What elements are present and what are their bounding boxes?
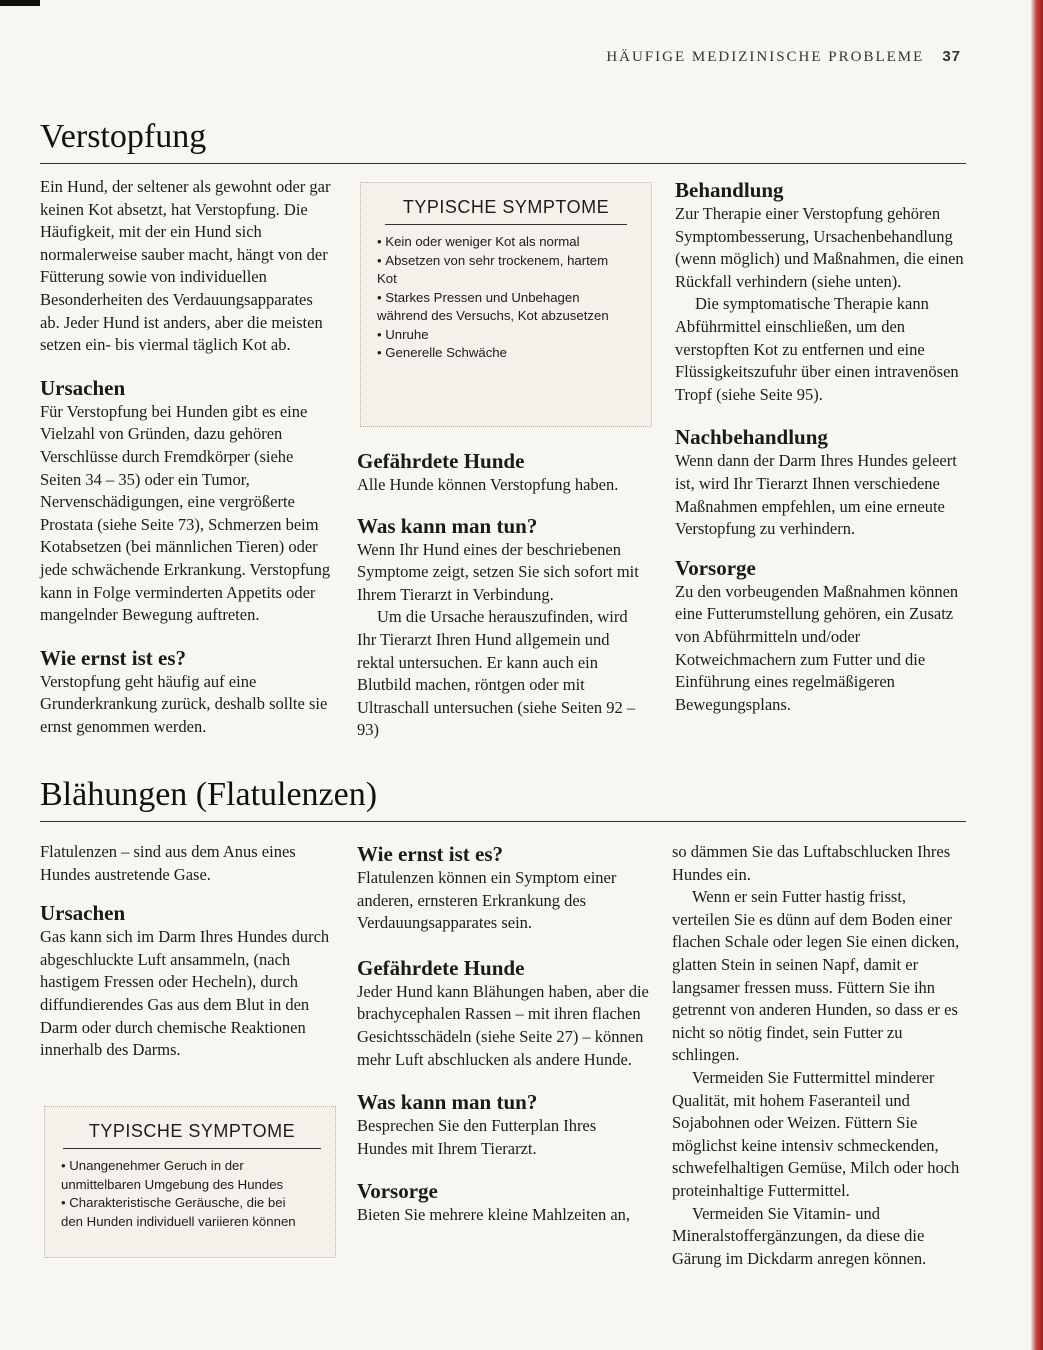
s2-column-1 <box>40 841 332 1076</box>
s2-column-3 <box>672 841 966 1270</box>
s1-symptom-box-title: TYPISCHE SYMPTOME <box>385 183 627 225</box>
s2-col3-text-3: Vermeiden Sie Futtermittel minderer Qualität, mit hohem Faseranteil und Sojabohnen oder Weizen. Füttern Sie möglichst keine intensiv schmeckenden, schwefelhaltigen Gemüse, Milch oder hoch proteinhaltige Futtermittel. <box>672 1067 960 1200</box>
s1-gefaehrdet-text: Alle Hunde können Verstopfung haben. <box>357 475 619 494</box>
s1-behandlung-text-1: Zur Therapie einer Verstopfung gehören Symptombesserung, Ursachenbehandlung (wenn möglich) und Maßnahmen, die einen Rückfall verhindern (siehe unten). <box>675 204 964 291</box>
list-item: • Kein oder weniger Kot als normal <box>377 233 631 252</box>
section-rule <box>40 821 966 822</box>
s1-behandlung-heading: Behandlung <box>675 178 784 202</box>
list-item: • Starkes Pressen und Unbehagen während des Versuchs, Kot abzusetzen <box>377 289 631 326</box>
s1-column-1 <box>40 176 332 752</box>
s1-tun-text-2: Um die Ursache herauszufinden, wird Ihr Tierarzt Ihren Hund allgemein und rektal untersuchen. Er kann auch ein Blutbild machen, röntgen oder mit Ultraschall untersuchen (siehe Seiten 92 – 93) <box>357 607 636 740</box>
list-item: • Unangenehmer Geruch in der unmittelbaren Umgebung des Hundes <box>61 1157 311 1194</box>
s1-symptom-box <box>360 182 652 427</box>
s1-tun-text-1: Wenn Ihr Hund eines der beschriebenen Symptome zeigt, setzen Sie sich sofort mit Ihrem Tierarzt in Verbindung. <box>357 539 639 604</box>
s2-col3-text-2: Wenn er sein Futter hastig frisst, verteilen Sie es dünn auf dem Boden einer flachen Schale oder legen Sie einen dicken, glatten Stein in seinen Napf, damit er langsamer fressen muss. Füttern Sie ihn getrennt von anderen Hunden, so dass er es nicht so nötig findet, sein Futter zu schlingen. <box>672 887 960 1065</box>
s2-ernst-heading: Wie ernst ist es? <box>357 842 504 866</box>
page-edge <box>1031 0 1043 1350</box>
s2-symptom-list <box>61 1149 311 1231</box>
s2-tun-heading: Was kann man tun? <box>357 1090 538 1115</box>
s1-tun-heading: Was kann man tun? <box>357 513 538 538</box>
s1-intro: Ein Hund, der seltener als gewohnt oder gar keinen Kot absetzt, hat Verstopfung. Die Häufigkeit, mit der ein Hund sich normalerweise sauber macht, hängt von der Fütterung sowie von individuellen Besonderheiten des Verdauungsapparates ab. Jeder Hund ist anders, aber die meisten setzen ein- bis viermal täglich Kot ab. <box>40 177 331 355</box>
running-head <box>606 48 961 66</box>
list-item: • Charakteristische Geräusche, die bei den Hunden individuell variieren können <box>61 1194 311 1231</box>
section-rule <box>40 163 966 164</box>
s1-symptom-list <box>377 225 631 363</box>
s2-column-2 <box>357 841 649 1241</box>
list-item: • Generelle Schwäche <box>377 344 631 363</box>
section-title-blaehungen: Blähungen (Flatulenzen) <box>40 776 378 813</box>
s2-intro: Flatulenzen – sind aus dem Anus eines Hundes austretende Gase. <box>40 842 296 884</box>
s2-col3-text-1: so dämmen Sie das Luftabschlucken Ihres Hundes ein. <box>672 842 951 884</box>
s1-column-2 <box>357 448 649 756</box>
s1-ursachen-text: Für Verstopfung bei Hunden gibt es eine Vielzahl von Gründen, dazu gehören Verschlüsse durch Fremdkörper (siehe Seiten 34 – 35) oder ein Tumor, Nervenschädigungen, eine vergrößerte Prostata (siehe Seite 73), Schmerzen beim Kotabsetzen (bei männlichen Tieren) oder jede schwächende Erkrankung. Verstopfung kann in Folge verminderten Appetits oder mangelnder Bewegung auftreten. <box>40 401 331 625</box>
s1-nach-heading: Nachbehandlung <box>675 425 828 450</box>
s1-vorsorge-text: Zu den vorbeugenden Maßnahmen können eine Futterumstellung gehören, ein Zusatz von Abführmitteln und/oder Kotweichmachern zum Futter und die Einführung eines regelmäßigeren Bewegungsplans. <box>675 581 959 714</box>
s1-ursachen-heading: Ursachen <box>40 375 126 400</box>
section-title-verstopfung: Verstopfung <box>40 118 207 155</box>
list-item: • Unruhe <box>377 326 631 345</box>
s1-ernst-heading: Wie ernst ist es? <box>40 645 187 670</box>
s2-ursachen-heading: Ursachen <box>40 901 126 926</box>
s2-gefaehrdet-heading: Gefährdete Hunde <box>357 955 525 980</box>
s1-behandlung-text-2: Die symptomatische Therapie kann Abführmittel einschließen, um den verstopften Kot zu entfernen und eine Flüssigkeitszufuhr über einen intravenösen Tropf (siehe Seite 95). <box>675 294 959 404</box>
s2-gefaehrdet-text: Jeder Hund kann Blähungen haben, aber die brachycephalen Rassen – mit ihren flachen Gesichtsschädeln (siehe Seite 27) – können mehr Luft abschlucken als andere Hunde. <box>357 981 649 1069</box>
s1-vorsorge-heading: Vorsorge <box>675 555 756 580</box>
s2-vorsorge-text: Bieten Sie mehrere kleine Mahlzeiten an, <box>357 1205 631 1225</box>
s2-vorsorge-heading: Vorsorge <box>357 1179 438 1204</box>
s2-ernst-text: Flatulenzen können ein Symptom einer anderen, ernsteren Erkrankung des Verdauungsapparates sein. <box>357 868 617 933</box>
s2-symptom-box-title: TYPISCHE SYMPTOME <box>63 1107 321 1149</box>
page-corner-mark <box>0 0 40 6</box>
running-title: HÄUFIGE MEDIZINISCHE PROBLEME <box>606 49 925 65</box>
s1-column-3 <box>675 177 965 730</box>
s1-ernst-text: Verstopfung geht häufig auf eine Grunderkrankung zurück, deshalb sollte sie ernst genommen werden. <box>40 671 328 736</box>
page-number: 37 <box>942 48 961 65</box>
s2-ursachen-text: Gas kann sich im Darm Ihres Hundes durch abgeschluckte Luft ansammeln, (nach hastigem Fressen oder Hecheln), durch diffundierendes Gas aus dem Blut in den Darm oder durch chemische Reaktionen innerhalb des Darms. <box>40 927 330 1060</box>
s1-nach-text: Wenn dann der Darm Ihres Hundes geleert ist, wird Ihr Tierarzt Ihnen verschiedene Maßnahmen empfehlen, um eine erneute Verstopfung zu verhindern. <box>675 451 957 539</box>
s2-symptom-box <box>44 1106 336 1258</box>
s1-gefaehrdet-heading: Gefährdete Hunde <box>357 449 525 473</box>
list-item: • Absetzen von sehr trockenem, hartem Kot <box>377 252 631 289</box>
s2-tun-text: Besprechen Sie den Futterplan Ihres Hundes mit Ihrem Tierarzt. <box>357 1116 597 1158</box>
s2-col3-text-4: Vermeiden Sie Vitamin- und Mineralstoffergänzungen, da diese die Gärung im Dickdarm anregen können. <box>672 1203 927 1268</box>
